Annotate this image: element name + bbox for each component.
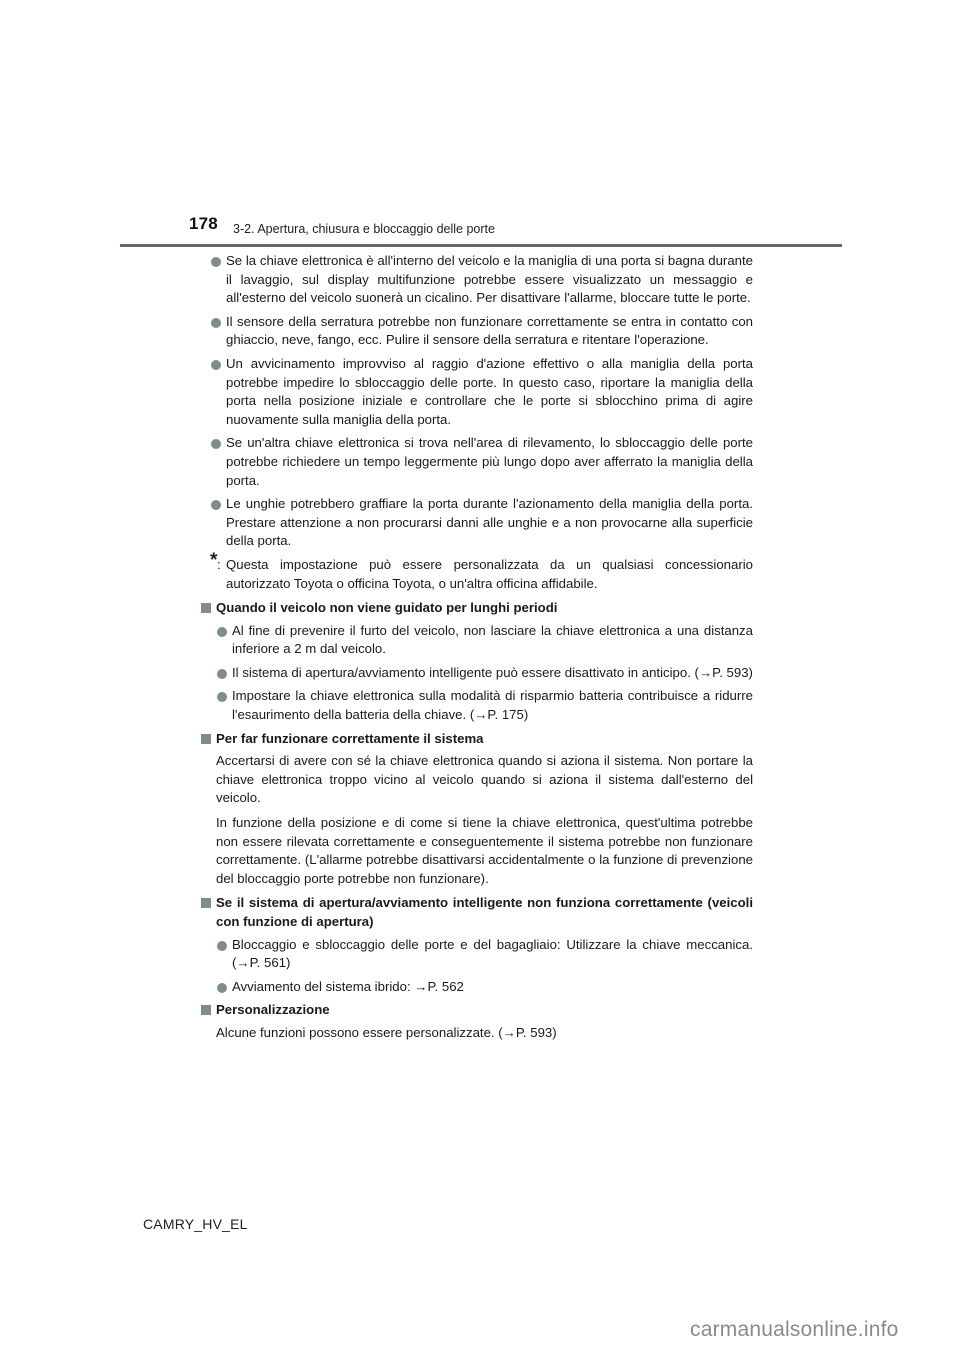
section-customization (200, 1001, 753, 1042)
list-item (210, 434, 753, 490)
square-icon (201, 603, 211, 613)
section-malfunction (200, 894, 753, 996)
list-item (210, 355, 753, 429)
list-item (210, 313, 753, 350)
section-title: 3-2. Apertura, chiusura e bloccaggio delle porte (233, 222, 495, 236)
bullet-icon (211, 360, 221, 370)
bullet-text: Se la chiave elettronica è all'interno del veicolo e la maniglia di una porta si bagna durante il lavaggio, sul display multifunzione potrebbe essere visualizzato un messaggio e all'esterno del veicolo suonerà un cicalino. Per disattivare l'allarme, bloccare tutte le porte. (226, 253, 753, 306)
asterisk-icon: * (210, 549, 218, 571)
square-icon (201, 734, 211, 744)
section-heading (200, 1001, 753, 1020)
bullet-text: Il sistema di apertura/avviamento intelligente può essere disattivato in anticipo. (→P. 593) (232, 664, 753, 680)
bullet-icon (217, 941, 227, 951)
section-heading-text: Se il sistema di apertura/avviamento intelligente non funziona correttamente (veicoli con funzione di apertura) (216, 895, 753, 929)
bullet-icon (217, 983, 227, 993)
bullet-icon (217, 669, 227, 679)
paragraph: In funzione della posizione e di come si tiene la chiave elettronica, quest'ultima potrebbe non essere rilevata correttamente e conseguentemente il sistema potrebbe non funzionare correttamente. (L'allarme potrebbe disattivarsi accidentalmente o la funzione di prevenzione del bloccaggio porte potrebbe non funzionare). (216, 815, 753, 886)
bullet-icon (217, 627, 227, 637)
section-heading (200, 894, 753, 931)
footnote (210, 549, 753, 593)
list-item (210, 252, 753, 308)
bullet-icon (211, 439, 221, 449)
section-correct-operation (200, 730, 753, 889)
section-heading (200, 599, 753, 618)
bullet-text: Il sensore della serratura potrebbe non funzionare correttamente se entra in contatto con ghiaccio, neve, fango, ecc. Pulire il sensore della serratura e ritentare l'operazione. (226, 313, 753, 348)
bullet-text: Le unghie potrebbero graffiare la porta durante l'azionamento della maniglia della porta. Prestare attenzione a non procurarsi danni alle unghie e a non provocarne alla superficie della porta. (226, 496, 753, 549)
section-heading-text: Per far funzionare correttamente il sistema (216, 730, 484, 746)
bullet-icon (211, 257, 221, 267)
watermark: carmanualsonline.info (690, 1318, 899, 1341)
section-body (200, 622, 753, 725)
section-long-periods (200, 599, 753, 725)
section-body (200, 1024, 753, 1043)
bullet-text: Impostare la chiave elettronica sulla modalità di risparmio batteria contribuisce a ridurre l'esaurimento della batteria della chiave. (→P. 175) (232, 688, 753, 723)
footnote-colon: : (217, 556, 221, 572)
list-item (216, 936, 753, 973)
list-item (216, 622, 753, 659)
list-item (216, 978, 753, 997)
page-content (210, 252, 753, 1049)
page-number: 178 (189, 214, 218, 233)
bullet-icon (211, 500, 221, 510)
section-body (200, 752, 753, 888)
square-icon (201, 898, 211, 908)
square-icon (201, 1005, 211, 1015)
section-heading (200, 730, 753, 749)
paragraph: Alcune funzioni possono essere personalizzate. (→P. 593) (216, 1024, 557, 1040)
bullet-text: Se un'altra chiave elettronica si trova nell'area di rilevamento, lo sbloccaggio delle porte potrebbe richiedere un tempo leggermente più lungo dopo aver afferrato la maniglia della porta. (226, 435, 753, 488)
bullet-text: Bloccaggio e sbloccaggio delle porte e del bagagliaio: Utilizzare la chiave meccanica. (→P. 561) (232, 936, 753, 971)
section-heading-text: Personalizzazione (216, 1002, 330, 1018)
bullet-icon (217, 692, 227, 702)
section-heading-text: Quando il veicolo non viene guidato per lunghi periodi (216, 600, 558, 616)
bullet-text: Al fine di prevenire il furto del veicolo, non lasciare la chiave elettronica a una distanza inferiore a 2 m dal veicolo. (232, 622, 753, 657)
footnote-text: Questa impostazione può essere personalizzata da un qualsiasi concessionario autorizzato Toyota o officina Toyota, o un'altra officina affidabile. (226, 556, 753, 591)
bullet-text: Un avvicinamento improvviso al raggio d'azione effettivo o alla maniglia della porta potrebbe impedire lo sbloccaggio delle porte. In questo caso, riportare la maniglia della porta nella posizione iniziale e controllare che le porte si sblocchino prima di agire nuovamente sulla maniglia della porta. (226, 355, 753, 427)
bullet-icon (211, 318, 221, 328)
paragraph: Accertarsi di avere con sé la chiave elettronica quando si aziona il sistema. Non portare la chiave elettronica troppo vicino al veicolo quando si aziona il sistema dall'esterno del veicolo. (216, 753, 753, 806)
document-code: CAMRY_HV_EL (143, 1216, 248, 1232)
header-rule (120, 244, 842, 247)
list-item (210, 495, 753, 551)
section-body (200, 936, 753, 997)
list-item (216, 687, 753, 724)
page-header (120, 214, 842, 248)
list-item (216, 664, 753, 683)
bullet-text: Avviamento del sistema ibrido: →P. 562 (232, 978, 464, 994)
